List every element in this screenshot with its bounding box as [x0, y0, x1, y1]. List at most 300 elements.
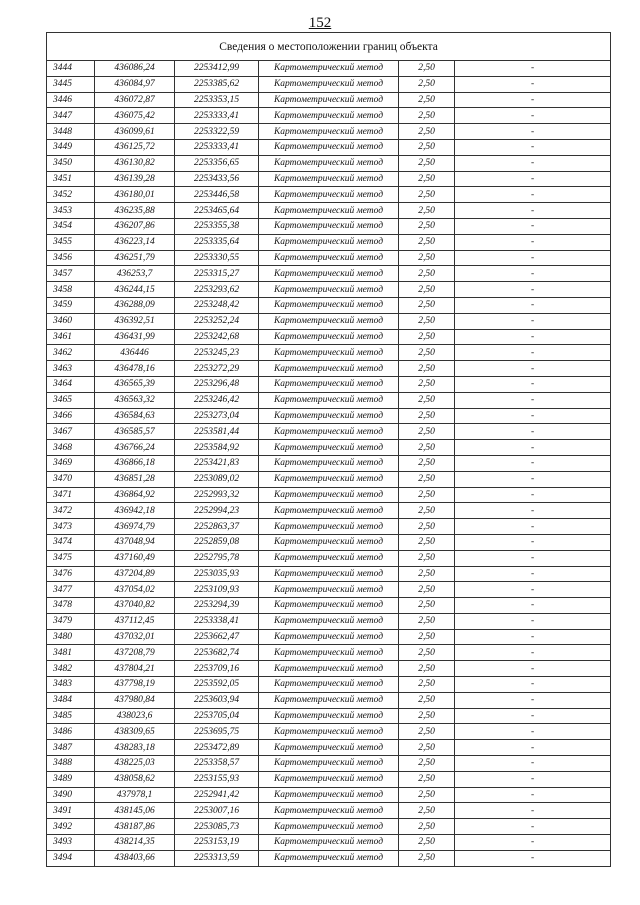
x-coordinate-cell: 436139,28 — [95, 171, 175, 187]
description-cell: - — [455, 124, 611, 140]
table-row — [47, 487, 611, 503]
y-coordinate-cell: 2253035,93 — [175, 566, 259, 582]
point-number-cell: 3478 — [47, 598, 95, 614]
precision-cell: 2,50 — [399, 408, 455, 424]
description-cell: - — [455, 187, 611, 203]
method-cell: Картометрический метод — [259, 155, 399, 171]
description-cell: - — [455, 487, 611, 503]
precision-cell: 2,50 — [399, 376, 455, 392]
description-cell: - — [455, 203, 611, 219]
point-number-cell: 3490 — [47, 787, 95, 803]
table-row — [47, 740, 611, 756]
precision-cell: 2,50 — [399, 519, 455, 535]
y-coordinate-cell: 2253273,04 — [175, 408, 259, 424]
table-row — [47, 519, 611, 535]
point-number-cell: 3463 — [47, 361, 95, 377]
precision-cell: 2,50 — [399, 724, 455, 740]
description-cell: - — [455, 661, 611, 677]
x-coordinate-cell: 436072,87 — [95, 92, 175, 108]
table-body — [47, 61, 611, 867]
x-coordinate-cell: 436866,18 — [95, 455, 175, 471]
description-cell: - — [455, 234, 611, 250]
y-coordinate-cell: 2253007,16 — [175, 803, 259, 819]
y-coordinate-cell: 2253603,94 — [175, 692, 259, 708]
y-coordinate-cell: 2253242,68 — [175, 329, 259, 345]
description-cell: - — [455, 61, 611, 77]
point-number-cell: 3477 — [47, 582, 95, 598]
precision-cell: 2,50 — [399, 297, 455, 313]
precision-cell: 2,50 — [399, 345, 455, 361]
point-number-cell: 3444 — [47, 61, 95, 77]
method-cell: Картометрический метод — [259, 756, 399, 772]
method-cell: Картометрический метод — [259, 629, 399, 645]
y-coordinate-cell: 2253709,16 — [175, 661, 259, 677]
method-cell: Картометрический метод — [259, 471, 399, 487]
y-coordinate-cell: 2253465,64 — [175, 203, 259, 219]
table-row — [47, 76, 611, 92]
x-coordinate-cell: 436585,57 — [95, 424, 175, 440]
description-cell: - — [455, 392, 611, 408]
y-coordinate-cell: 2253322,59 — [175, 124, 259, 140]
precision-cell: 2,50 — [399, 835, 455, 851]
method-cell: Картометрический метод — [259, 187, 399, 203]
x-coordinate-cell: 438145,06 — [95, 803, 175, 819]
description-cell: - — [455, 629, 611, 645]
method-cell: Картометрический метод — [259, 550, 399, 566]
description-cell: - — [455, 692, 611, 708]
precision-cell: 2,50 — [399, 613, 455, 629]
x-coordinate-cell: 436244,15 — [95, 282, 175, 298]
y-coordinate-cell: 2252859,08 — [175, 534, 259, 550]
x-coordinate-cell: 436974,79 — [95, 519, 175, 535]
table-row — [47, 61, 611, 77]
description-cell: - — [455, 819, 611, 835]
y-coordinate-cell: 2253446,58 — [175, 187, 259, 203]
method-cell: Картометрический метод — [259, 392, 399, 408]
x-coordinate-cell: 436563,32 — [95, 392, 175, 408]
method-cell: Картометрический метод — [259, 171, 399, 187]
y-coordinate-cell: 2253412,99 — [175, 61, 259, 77]
description-cell: - — [455, 724, 611, 740]
description-cell: - — [455, 582, 611, 598]
precision-cell: 2,50 — [399, 708, 455, 724]
description-cell: - — [455, 361, 611, 377]
table-row — [47, 424, 611, 440]
table-row — [47, 108, 611, 124]
x-coordinate-cell: 436288,09 — [95, 297, 175, 313]
point-number-cell: 3488 — [47, 756, 95, 772]
precision-cell: 2,50 — [399, 187, 455, 203]
description-cell: - — [455, 313, 611, 329]
x-coordinate-cell: 436431,99 — [95, 329, 175, 345]
x-coordinate-cell: 436086,24 — [95, 61, 175, 77]
precision-cell: 2,50 — [399, 61, 455, 77]
method-cell: Картометрический метод — [259, 92, 399, 108]
point-number-cell: 3466 — [47, 408, 95, 424]
point-number-cell: 3476 — [47, 566, 95, 582]
precision-cell: 2,50 — [399, 534, 455, 550]
description-cell: - — [455, 471, 611, 487]
description-cell: - — [455, 345, 611, 361]
method-cell: Картометрический метод — [259, 724, 399, 740]
x-coordinate-cell: 436942,18 — [95, 503, 175, 519]
description-cell: - — [455, 550, 611, 566]
y-coordinate-cell: 2253155,93 — [175, 771, 259, 787]
y-coordinate-cell: 2253592,05 — [175, 677, 259, 693]
x-coordinate-cell: 438214,35 — [95, 835, 175, 851]
method-cell: Картометрический метод — [259, 740, 399, 756]
method-cell: Картометрический метод — [259, 250, 399, 266]
method-cell: Картометрический метод — [259, 234, 399, 250]
y-coordinate-cell: 2253355,38 — [175, 218, 259, 234]
description-cell: - — [455, 218, 611, 234]
table-row — [47, 92, 611, 108]
description-cell: - — [455, 803, 611, 819]
precision-cell: 2,50 — [399, 92, 455, 108]
boundary-coordinates-table — [46, 32, 611, 867]
point-number-cell: 3475 — [47, 550, 95, 566]
y-coordinate-cell: 2253358,57 — [175, 756, 259, 772]
method-cell: Картометрический метод — [259, 835, 399, 851]
x-coordinate-cell: 438403,66 — [95, 850, 175, 866]
method-cell: Картометрический метод — [259, 519, 399, 535]
point-number-cell: 3491 — [47, 803, 95, 819]
table-row — [47, 787, 611, 803]
precision-cell: 2,50 — [399, 203, 455, 219]
precision-cell: 2,50 — [399, 76, 455, 92]
method-cell: Картометрический метод — [259, 61, 399, 77]
y-coordinate-cell: 2252795,78 — [175, 550, 259, 566]
y-coordinate-cell: 2253584,92 — [175, 440, 259, 456]
y-coordinate-cell: 2253246,42 — [175, 392, 259, 408]
x-coordinate-cell: 437054,02 — [95, 582, 175, 598]
point-number-cell: 3445 — [47, 76, 95, 92]
method-cell: Картометрический метод — [259, 455, 399, 471]
y-coordinate-cell: 2252863,37 — [175, 519, 259, 535]
x-coordinate-cell: 437804,21 — [95, 661, 175, 677]
table-row — [47, 218, 611, 234]
precision-cell: 2,50 — [399, 771, 455, 787]
method-cell: Картометрический метод — [259, 329, 399, 345]
x-coordinate-cell: 438023,6 — [95, 708, 175, 724]
point-number-cell: 3473 — [47, 519, 95, 535]
method-cell: Картометрический метод — [259, 297, 399, 313]
description-cell: - — [455, 266, 611, 282]
x-coordinate-cell: 438058,62 — [95, 771, 175, 787]
table-row — [47, 203, 611, 219]
y-coordinate-cell: 2253252,24 — [175, 313, 259, 329]
method-cell: Картометрический метод — [259, 76, 399, 92]
point-number-cell: 3483 — [47, 677, 95, 693]
x-coordinate-cell: 436478,16 — [95, 361, 175, 377]
precision-cell: 2,50 — [399, 487, 455, 503]
table-row — [47, 582, 611, 598]
point-number-cell: 3493 — [47, 835, 95, 851]
description-cell: - — [455, 455, 611, 471]
table-row — [47, 171, 611, 187]
x-coordinate-cell: 438309,65 — [95, 724, 175, 740]
precision-cell: 2,50 — [399, 313, 455, 329]
y-coordinate-cell: 2253085,73 — [175, 819, 259, 835]
method-cell: Картометрический метод — [259, 108, 399, 124]
method-cell: Картометрический метод — [259, 850, 399, 866]
description-cell: - — [455, 424, 611, 440]
y-coordinate-cell: 2253335,64 — [175, 234, 259, 250]
y-coordinate-cell: 2253353,15 — [175, 92, 259, 108]
point-number-cell: 3455 — [47, 234, 95, 250]
x-coordinate-cell: 437032,01 — [95, 629, 175, 645]
method-cell: Картометрический метод — [259, 598, 399, 614]
x-coordinate-cell: 436864,92 — [95, 487, 175, 503]
precision-cell: 2,50 — [399, 503, 455, 519]
y-coordinate-cell: 2253705,04 — [175, 708, 259, 724]
y-coordinate-cell: 2253433,56 — [175, 171, 259, 187]
description-cell: - — [455, 297, 611, 313]
description-cell: - — [455, 677, 611, 693]
precision-cell: 2,50 — [399, 124, 455, 140]
x-coordinate-cell: 436851,28 — [95, 471, 175, 487]
table-row — [47, 187, 611, 203]
method-cell: Картометрический метод — [259, 266, 399, 282]
description-cell: - — [455, 503, 611, 519]
x-coordinate-cell: 437204,89 — [95, 566, 175, 582]
table-row — [47, 677, 611, 693]
precision-cell: 2,50 — [399, 424, 455, 440]
y-coordinate-cell: 2253294,39 — [175, 598, 259, 614]
precision-cell: 2,50 — [399, 803, 455, 819]
point-number-cell: 3470 — [47, 471, 95, 487]
y-coordinate-cell: 2253109,93 — [175, 582, 259, 598]
point-number-cell: 3465 — [47, 392, 95, 408]
method-cell: Картометрический метод — [259, 376, 399, 392]
point-number-cell: 3460 — [47, 313, 95, 329]
method-cell: Картометрический метод — [259, 534, 399, 550]
point-number-cell: 3447 — [47, 108, 95, 124]
y-coordinate-cell: 2253330,55 — [175, 250, 259, 266]
description-cell: - — [455, 519, 611, 535]
point-number-cell: 3446 — [47, 92, 95, 108]
y-coordinate-cell: 2253472,89 — [175, 740, 259, 756]
description-cell: - — [455, 645, 611, 661]
method-cell: Картометрический метод — [259, 819, 399, 835]
description-cell: - — [455, 329, 611, 345]
description-cell: - — [455, 376, 611, 392]
y-coordinate-cell: 2253385,62 — [175, 76, 259, 92]
method-cell: Картометрический метод — [259, 282, 399, 298]
method-cell: Картометрический метод — [259, 661, 399, 677]
y-coordinate-cell: 2253356,65 — [175, 155, 259, 171]
x-coordinate-cell: 437048,94 — [95, 534, 175, 550]
x-coordinate-cell: 437980,84 — [95, 692, 175, 708]
method-cell: Картометрический метод — [259, 139, 399, 155]
point-number-cell: 3486 — [47, 724, 95, 740]
method-cell: Картометрический метод — [259, 771, 399, 787]
description-cell: - — [455, 787, 611, 803]
method-cell: Картометрический метод — [259, 566, 399, 582]
point-number-cell: 3448 — [47, 124, 95, 140]
precision-cell: 2,50 — [399, 566, 455, 582]
method-cell: Картометрический метод — [259, 787, 399, 803]
x-coordinate-cell: 436130,82 — [95, 155, 175, 171]
table-row — [47, 613, 611, 629]
precision-cell: 2,50 — [399, 250, 455, 266]
table-row — [47, 471, 611, 487]
precision-cell: 2,50 — [399, 661, 455, 677]
y-coordinate-cell: 2252993,32 — [175, 487, 259, 503]
point-number-cell: 3453 — [47, 203, 95, 219]
y-coordinate-cell: 2253581,44 — [175, 424, 259, 440]
x-coordinate-cell: 437160,49 — [95, 550, 175, 566]
point-number-cell: 3471 — [47, 487, 95, 503]
x-coordinate-cell: 436099,61 — [95, 124, 175, 140]
description-cell: - — [455, 740, 611, 756]
point-number-cell: 3469 — [47, 455, 95, 471]
description-cell: - — [455, 771, 611, 787]
table-row — [47, 139, 611, 155]
table-row — [47, 771, 611, 787]
precision-cell: 2,50 — [399, 629, 455, 645]
x-coordinate-cell: 438187,86 — [95, 819, 175, 835]
x-coordinate-cell: 436446 — [95, 345, 175, 361]
x-coordinate-cell: 436207,86 — [95, 218, 175, 234]
x-coordinate-cell: 437978,1 — [95, 787, 175, 803]
precision-cell: 2,50 — [399, 455, 455, 471]
precision-cell: 2,50 — [399, 218, 455, 234]
point-number-cell: 3489 — [47, 771, 95, 787]
x-coordinate-cell: 437040,82 — [95, 598, 175, 614]
precision-cell: 2,50 — [399, 756, 455, 772]
method-cell: Картометрический метод — [259, 345, 399, 361]
description-cell: - — [455, 92, 611, 108]
y-coordinate-cell: 2253333,41 — [175, 108, 259, 124]
point-number-cell: 3481 — [47, 645, 95, 661]
description-cell: - — [455, 108, 611, 124]
x-coordinate-cell: 437112,45 — [95, 613, 175, 629]
precision-cell: 2,50 — [399, 645, 455, 661]
y-coordinate-cell: 2252994,23 — [175, 503, 259, 519]
table-row — [47, 440, 611, 456]
table-row — [47, 756, 611, 772]
precision-cell: 2,50 — [399, 329, 455, 345]
point-number-cell: 3485 — [47, 708, 95, 724]
method-cell: Картометрический метод — [259, 613, 399, 629]
precision-cell: 2,50 — [399, 692, 455, 708]
table-row — [47, 850, 611, 866]
y-coordinate-cell: 2253313,59 — [175, 850, 259, 866]
x-coordinate-cell: 436084,97 — [95, 76, 175, 92]
point-number-cell: 3482 — [47, 661, 95, 677]
precision-cell: 2,50 — [399, 850, 455, 866]
description-cell: - — [455, 534, 611, 550]
precision-cell: 2,50 — [399, 550, 455, 566]
table-row — [47, 692, 611, 708]
point-number-cell: 3450 — [47, 155, 95, 171]
x-coordinate-cell: 438283,18 — [95, 740, 175, 756]
description-cell: - — [455, 613, 611, 629]
table-row — [47, 155, 611, 171]
table-row — [47, 629, 611, 645]
table-row — [47, 266, 611, 282]
precision-cell: 2,50 — [399, 266, 455, 282]
precision-cell: 2,50 — [399, 819, 455, 835]
x-coordinate-cell: 436392,51 — [95, 313, 175, 329]
table-row — [47, 534, 611, 550]
x-coordinate-cell: 436223,14 — [95, 234, 175, 250]
table-row — [47, 645, 611, 661]
point-number-cell: 3480 — [47, 629, 95, 645]
boundary-table-container — [46, 32, 610, 867]
point-number-cell: 3459 — [47, 297, 95, 313]
method-cell: Картометрический метод — [259, 124, 399, 140]
method-cell: Картометрический метод — [259, 487, 399, 503]
y-coordinate-cell: 2253682,74 — [175, 645, 259, 661]
x-coordinate-cell: 436584,63 — [95, 408, 175, 424]
y-coordinate-cell: 2252941,42 — [175, 787, 259, 803]
table-row — [47, 376, 611, 392]
precision-cell: 2,50 — [399, 361, 455, 377]
method-cell: Картометрический метод — [259, 677, 399, 693]
y-coordinate-cell: 2253293,62 — [175, 282, 259, 298]
description-cell: - — [455, 171, 611, 187]
method-cell: Картометрический метод — [259, 218, 399, 234]
point-number-cell: 3474 — [47, 534, 95, 550]
x-coordinate-cell: 436253,7 — [95, 266, 175, 282]
y-coordinate-cell: 2253315,27 — [175, 266, 259, 282]
point-number-cell: 3457 — [47, 266, 95, 282]
y-coordinate-cell: 2253089,02 — [175, 471, 259, 487]
x-coordinate-cell: 436565,39 — [95, 376, 175, 392]
method-cell: Картометрический метод — [259, 708, 399, 724]
method-cell: Картометрический метод — [259, 503, 399, 519]
y-coordinate-cell: 2253695,75 — [175, 724, 259, 740]
method-cell: Картометрический метод — [259, 645, 399, 661]
description-cell: - — [455, 139, 611, 155]
table-row — [47, 455, 611, 471]
x-coordinate-cell: 437208,79 — [95, 645, 175, 661]
table-row — [47, 835, 611, 851]
point-number-cell: 3479 — [47, 613, 95, 629]
precision-cell: 2,50 — [399, 155, 455, 171]
method-cell: Картометрический метод — [259, 424, 399, 440]
y-coordinate-cell: 2253296,48 — [175, 376, 259, 392]
method-cell: Картометрический метод — [259, 313, 399, 329]
description-cell: - — [455, 566, 611, 582]
x-coordinate-cell: 436180,01 — [95, 187, 175, 203]
description-cell: - — [455, 250, 611, 266]
table-row — [47, 297, 611, 313]
y-coordinate-cell: 2253245,23 — [175, 345, 259, 361]
description-cell: - — [455, 598, 611, 614]
point-number-cell: 3458 — [47, 282, 95, 298]
description-cell: - — [455, 835, 611, 851]
description-cell: - — [455, 440, 611, 456]
point-number-cell: 3467 — [47, 424, 95, 440]
y-coordinate-cell: 2253272,29 — [175, 361, 259, 377]
table-row — [47, 124, 611, 140]
x-coordinate-cell: 437798,19 — [95, 677, 175, 693]
precision-cell: 2,50 — [399, 108, 455, 124]
y-coordinate-cell: 2253333,41 — [175, 139, 259, 155]
point-number-cell: 3468 — [47, 440, 95, 456]
method-cell: Картометрический метод — [259, 440, 399, 456]
precision-cell: 2,50 — [399, 677, 455, 693]
precision-cell: 2,50 — [399, 171, 455, 187]
precision-cell: 2,50 — [399, 787, 455, 803]
method-cell: Картометрический метод — [259, 803, 399, 819]
precision-cell: 2,50 — [399, 234, 455, 250]
method-cell: Картометрический метод — [259, 692, 399, 708]
point-number-cell: 3492 — [47, 819, 95, 835]
